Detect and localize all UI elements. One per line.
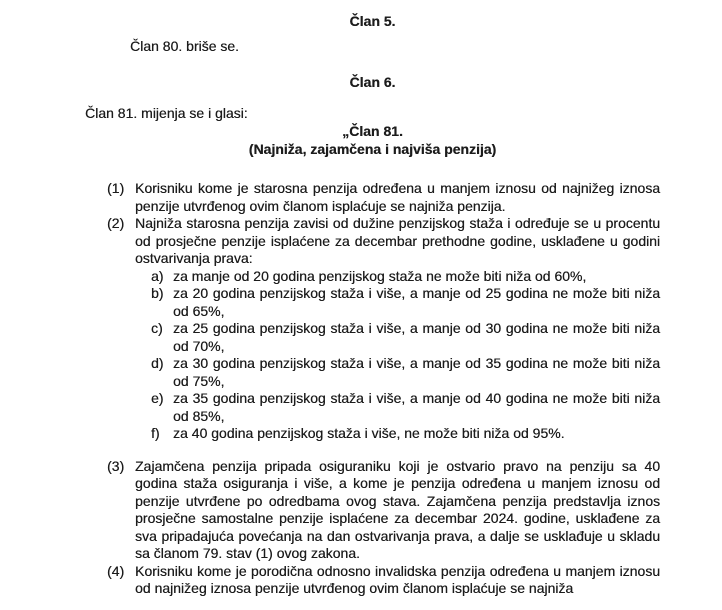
article-81-body (85, 180, 660, 598)
subitem-f-text: za 40 godina penzijskog staža i više, ne može biti niža od 95%. (173, 425, 565, 441)
subitem-b-marker: b) (151, 285, 164, 301)
article-6-heading: Član 6. (349, 74, 396, 90)
article-81-quoted-heading: „Član 81. (342, 123, 403, 139)
subitem-a-marker: a) (151, 267, 164, 284)
paragraph-1-text: Korisniku kome je starosna penzija određena u manjem iznosu od najnižeg iznosa penzije utvrđenog ovim članom isplaćuje se najniža penzija. (135, 180, 660, 214)
subitem-a-text: za manje od 20 godina penzijskog staža ne može biti niža od 60%, (173, 267, 587, 284)
article-81-subtitle: (Najniža, zajamčena i najviša penzija) (248, 140, 497, 157)
subitem-d-marker: d) (151, 355, 164, 371)
paragraph-2 (107, 215, 660, 268)
paragraph-2-text: Najniža starosna penzija zavisi od dužine penzijskog staža i određuje se u procentu od prosječne penzije isplaćene za decembar prethodne godine, usklađene u godini ostvarivanja prava: (135, 215, 660, 266)
subitem-c-marker: c) (151, 320, 163, 336)
subitem-d-text: za 30 godina penzijskog staža i više, a manje od 35 godina ne može biti niža od 75%, (173, 355, 660, 389)
subitem-c (151, 320, 660, 355)
paragraph-3-text: Zajamčena penzija pripada osiguraniku koji je ostvario pravo na penziju sa 40 godina staža osiguranja i više, a kome je penzija određena u manjem iznosu od penzije utvrđene po odredbama ovog stava. Zajamčena penzija predstavlja iznos prosječne samostalne penzije isplaćene za decembar 2024. godine, usklađene za sva pripadajuća povećanja na dan ostvarivanja prava, a dalje se usklađuje u skladu sa članom 79. stav (1) ovog zakona. (135, 457, 660, 561)
paragraph-2-number: (2) (107, 215, 125, 231)
article-80-deletion-text: Član 80. briše se. (130, 37, 239, 54)
subitem-f-marker: f) (151, 425, 160, 441)
paragraph-4-text: Korisniku kome je porodična odnosno invalidska penzija određena u manjem iznosu od najnižeg iznosa penzije utvrđenog ovim članom isplaćuje se najniža (135, 562, 660, 596)
article-5-heading: Član 5. (349, 13, 396, 29)
paragraph-3 (107, 458, 660, 563)
paragraph-4-number: (4) (107, 562, 125, 579)
subitem-e-text: za 35 godina penzijskog staža i više, a manje od 40 godina ne može biti niža od 85%, (173, 390, 660, 424)
subitem-f (151, 425, 660, 443)
paragraph-2-subitems (151, 268, 660, 443)
paragraph-1 (107, 180, 660, 215)
subitem-a (151, 268, 660, 286)
paragraph-1-number: (1) (107, 180, 125, 196)
subitem-c-text: za 25 godina penzijskog staža i više, a manje od 30 godina ne može biti niža od 70%, (173, 320, 660, 354)
subitem-b (151, 285, 660, 320)
subitem-d (151, 355, 660, 390)
subitem-b-text: za 20 godina penzijskog staža i više, a manje od 25 godina ne može biti niža od 65%, (173, 285, 660, 319)
subitem-e (151, 390, 660, 425)
article-81-intro: Član 81. mijenja se i glasi: (85, 104, 248, 121)
subitem-e-marker: e) (151, 390, 164, 406)
paragraph-3-number: (3) (107, 457, 125, 474)
paragraph-4 (107, 563, 660, 598)
